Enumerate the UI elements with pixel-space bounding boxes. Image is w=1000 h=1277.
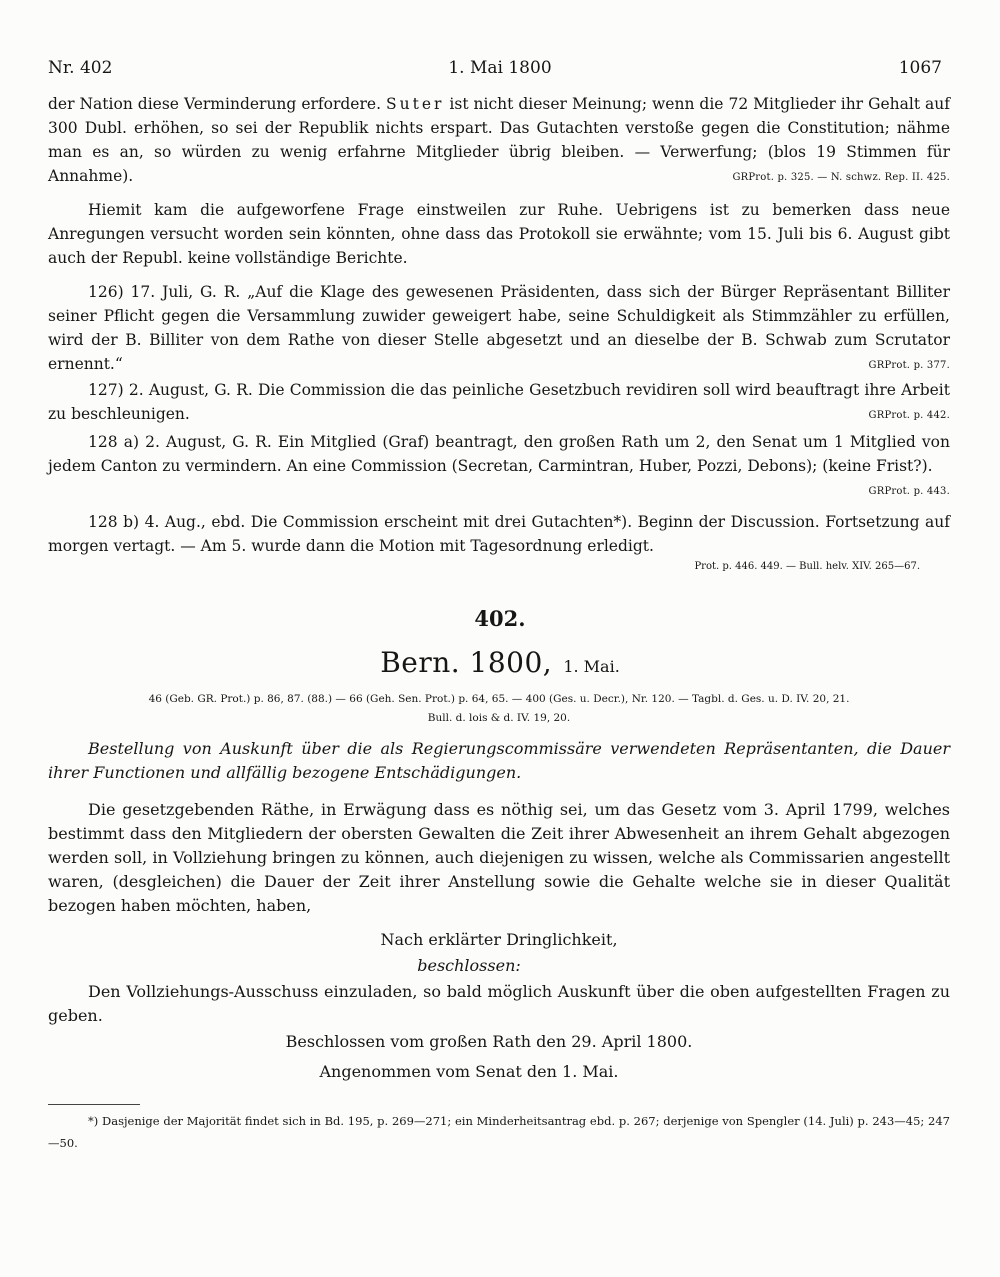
- decree-passed-great-council: Beschlossen vom großen Rath den 29. April 1800.: [285, 1032, 693, 1051]
- p4-text: 127) 2. August, G. R. Die Commission die das peinliche Gesetzbuch revidiren soll wird beauftragt ihre Arbeit zu beschleunigen.: [48, 381, 950, 423]
- paragraph-1: [48, 92, 950, 190]
- sources-line-2: Bull. d. lois & d. IV. 19, 20.: [427, 712, 571, 724]
- p3-reference: GRProt. p. 377.: [868, 360, 950, 371]
- decree-body: [48, 798, 950, 1084]
- p6-reference: Prot. p. 446. 449. — Bull. helv. XIV. 265—67.: [694, 561, 920, 572]
- p1-speaker: Suter: [386, 95, 445, 113]
- p1-text-b: ist nicht dieser Meinung; wenn die 72 Mitglieder ihr Gehalt auf 300 Dubl. erhöhen, so sei der Republik nichts erspart. Das Gutachten verstoße gegen die Constitution; nähme man es an, so würden zu wenig erfahrne Mitglieder übrig bleiben. — Verwerfung; (blos 19 Stimmen für Annahme).: [48, 95, 950, 185]
- document-summary: Bestellung von Auskunft über die als Regierungscommissäre verwendeten Repräsentanten, die Dauer ihrer Functionen und allfällig bezogene Entschädigungen.: [48, 739, 950, 782]
- page-header-number: Nr. 402: [48, 58, 113, 78]
- p2-text: Hiemit kam die aufgeworfene Frage einstweilen zur Ruhe. Uebrigens ist zu bemerken dass neue Anregungen versucht worden sein könnten, ohne dass das Protokoll sie erwähnte; vom 15. Juli bis 6. August gibt auch der Republ. keine vollständige Berichte.: [48, 201, 950, 267]
- p1-reference: GRProt. p. 325. — N. schwz. Rep. II. 425.: [732, 172, 950, 183]
- p1-text-a: der Nation diese Verminderung erfordere.: [48, 95, 381, 113]
- document-date: 1. Mai.: [563, 657, 620, 676]
- paragraph-2: [48, 198, 950, 270]
- footnote-divider: [48, 1104, 140, 1105]
- decree-resolved: beschlossen:: [417, 956, 521, 975]
- document-sources: [48, 690, 950, 728]
- footnote: *) Dasjenige der Majorität findet sich in Bd. 195, p. 269—271; ein Minderheitsantrag ebd. p. 267; derjenige von Spengler (14. Juli) p. 243—45; 247—50.: [48, 1114, 950, 1150]
- document-place-date: [0, 646, 1000, 679]
- paragraph-4: [48, 378, 950, 428]
- page-header-date: 1. Mai 1800: [448, 58, 552, 78]
- document-number: 402.: [474, 606, 526, 631]
- p6-text: 128 b) 4. Aug., ebd. Die Commission erscheint mit drei Gutachten*). Beginn der Discussion. Fortsetzung auf morgen vertagt. — Am 5. wurde dann die Motion mit Tagesordnung erledigt.: [48, 513, 950, 555]
- sources-line-1: 46 (Geb. GR. Prot.) p. 86, 87. (88.) — 66 (Geh. Sen. Prot.) p. 64, 65. — 400 (Ges. u. Decr.), Nr. 120. — Tagbl. d. Ges. u. D. IV. 20, 21.: [148, 693, 850, 705]
- decree-passed-senate: Angenommen vom Senat den 1. Mai.: [319, 1062, 619, 1081]
- paragraph-6: [48, 510, 950, 576]
- p3-text: 126) 17. Juli, G. R. „Auf die Klage des gewesenen Präsidenten, dass sich der Bürger Repräsentant Billiter seiner Pflicht gegen die Versammlung zuwider geweigert habe, seine Schuldigkeit als Stimmzähler zu erfüllen, wird der B. Billiter von dem Rathe von dieser Stelle abgesetzt und an dieselbe der B. Schwab zum Scrutator ernennt.“: [48, 283, 950, 373]
- decree-resolution: Den Vollziehungs-Ausschuss einzuladen, so bald möglich Auskunft über die oben aufgestellten Fragen zu geben.: [48, 982, 950, 1025]
- p4-reference: GRProt. p. 442.: [868, 410, 950, 421]
- document-place: Bern. 1800,: [380, 646, 553, 679]
- paragraph-3: [48, 280, 950, 378]
- decree-preamble: Die gesetzgebenden Räthe, in Erwägung dass es nöthig sei, um das Gesetz vom 3. April 1799, welches bestimmt dass den Mitgliedern der obersten Gewalten die Zeit ihrer Abwesenheit an ihrem Gehalt abgezogen werden soll, in Vollziehung bringen zu können, auch diejenigen zu wissen, welche als Commissarien angestellt waren, (desgleichen) die Dauer der Zeit ihrer Anstellung sowie die Gehalte welche sie in dieser Qualität bezogen haben möchten, haben,: [48, 800, 950, 915]
- paragraph-5: [48, 430, 950, 504]
- decree-urgency: Nach erklärter Dringlichkeit,: [380, 930, 618, 949]
- page-number: 1067: [898, 58, 942, 78]
- p5-reference: GRProt. p. 443.: [868, 486, 950, 497]
- p5-text: 128 a) 2. August, G. R. Ein Mitglied (Graf) beantragt, den großen Rath um 2, den Senat um 1 Mitglied von jedem Canton zu vermindern. An eine Commission (Secretan, Carmintran, Huber, Pozzi, Debons); (keine Frist?).: [48, 433, 950, 475]
